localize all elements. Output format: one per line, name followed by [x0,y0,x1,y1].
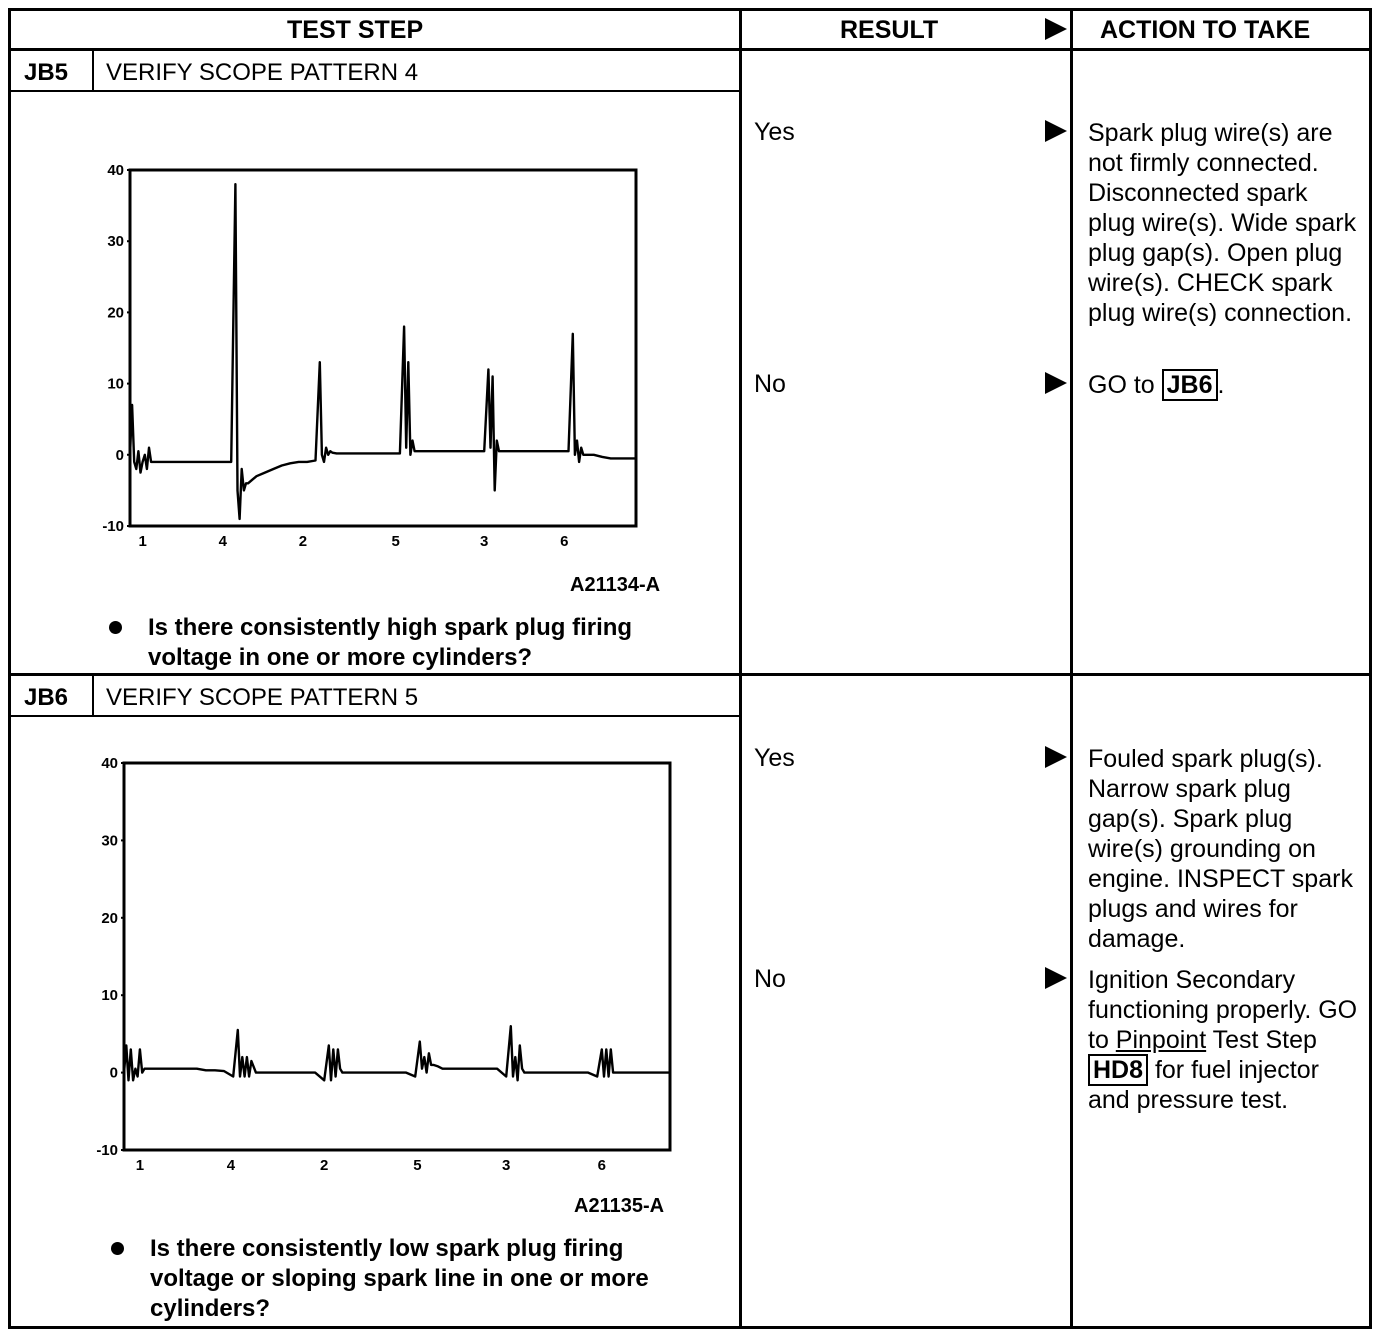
action-yes-jb5: Spark plug wire(s) are not firmly connected. Disconnected spark plug wire(s). Wide spark plug gap(s). Open plug wire(s). CHECK spark plug wire(s) connection. [1088,119,1357,327]
result-arrow-icon [1045,372,1067,394]
x-tick-label: 3 [480,533,489,550]
x-tick-label: 5 [413,1157,422,1174]
x-tick-label: 1 [138,533,147,550]
action-yes-jb6: Fouled spark plug(s). Narrow spark plug gap(s). Spark plug wire(s) grounding on engine. INSPECT spark plugs and wires for damage. [1088,745,1353,953]
step-id-jb5: JB5 [24,59,69,86]
voltage-trace-line [124,1026,670,1080]
y-tick-label: 0 [115,446,124,464]
scope-pattern-5-chart [80,750,690,1180]
x-tick-label: 6 [597,1157,606,1174]
y-tick-label: 10 [101,987,118,1005]
col-divider-result [739,8,742,1329]
result-yes-jb6: Yes [754,744,795,772]
y-tick-label: -10 [96,1142,118,1159]
step-title-jb5: VERIFY SCOPE PATTERN 4 [106,59,419,86]
x-tick-label: 2 [320,1157,329,1174]
action-text: Ignition Secondary functioning properly. GO to [1088,966,1358,1054]
y-tick-label: 20 [101,909,118,927]
table-top-border [8,8,1372,11]
result-no-jb5: No [754,370,786,398]
row-divider [8,673,1372,676]
result-no-jb6: No [754,965,786,993]
plot-frame [130,170,636,526]
step-id-jb6: JB6 [24,684,69,711]
y-tick-label: 30 [107,233,124,251]
table-left-border [8,8,11,1329]
header-bottom-border [8,48,1372,51]
x-tick-label: 5 [391,533,400,550]
action-no-jb6 [1088,965,1360,1115]
y-tick-label: 20 [107,304,124,322]
header-action: ACTION TO TAKE [1100,16,1311,44]
question-bullet-icon [111,1242,124,1255]
step-id-divider [92,676,94,716]
action-text: Test Step [1206,1026,1317,1054]
result-arrow-icon [1045,120,1067,142]
col-divider-action [1070,8,1073,1329]
x-tick-label: 4 [218,533,227,550]
result-yes-jb5: Yes [754,118,795,146]
voltage-trace-line [130,184,636,519]
table-right-border [1369,8,1372,1329]
question-jb6: Is there consistently low spark plug firing voltage or sloping spark line in one or more cylinders? [150,1235,649,1322]
header-result: RESULT [840,16,939,44]
question-bullet-icon [109,621,122,634]
question-jb5: Is there consistently high spark plug firing voltage in one or more cylinders? [148,614,633,671]
action-text: for fuel injector and pressure test. [1088,1056,1319,1114]
x-tick-label: 1 [135,1157,145,1174]
x-tick-label: 2 [298,533,308,550]
plot-frame [124,763,670,1150]
table-bottom-border [8,1326,1372,1329]
x-tick-label: 4 [226,1157,236,1174]
x-tick-label: 3 [502,1157,511,1174]
action-text: GO to [1088,371,1162,399]
step-ref-hd8[interactable]: HD8 [1088,1054,1148,1086]
action-text: . [1217,371,1225,399]
y-tick-label: -10 [102,518,124,535]
figure-id-jb6: A21135-A [574,1195,665,1217]
header-test-step: TEST STEP [287,16,424,44]
y-tick-label: 30 [101,832,118,850]
figure-id-jb5: A21134-A [570,574,661,596]
result-arrow-icon [1045,746,1067,768]
step-ref-jb6[interactable]: JB6 [1162,369,1218,401]
y-tick-label: 40 [101,755,118,772]
y-tick-label: 40 [107,162,124,179]
scope-pattern-4-chart [90,160,670,560]
header-arrow-icon [1045,18,1067,40]
action-no-jb5 [1088,370,1360,400]
step-title-underline [8,90,741,92]
y-tick-label: 10 [107,375,124,393]
step-title-jb6: VERIFY SCOPE PATTERN 5 [106,684,419,711]
step-id-divider [92,51,94,91]
pinpoint-link[interactable]: Pinpoint [1115,1026,1207,1054]
y-tick-label: 0 [109,1064,118,1082]
x-tick-label: 6 [560,533,569,550]
result-arrow-icon [1045,967,1067,989]
step-title-underline [8,715,741,717]
